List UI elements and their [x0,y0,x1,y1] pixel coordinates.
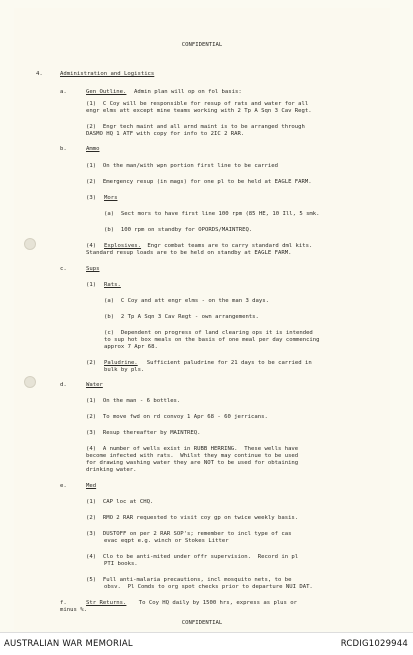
para-text: engr elms att except mine teams working with 2 Tp A Sqn 3 Cav Regt. [86,108,312,114]
para-text: Standard resup loads are to be held on standby at EAGLE FARM. [86,250,292,256]
para-text: (4) Clo to be anti-mited under offr supervision. Record in pl [86,554,299,560]
para-text: Engr combat teams are to carry standard dml kits. [144,243,313,249]
punch-hole-top [24,238,36,250]
para-letter: c. [60,266,67,272]
para-title: Med [86,483,97,489]
para-title: Paludrine. [104,360,138,366]
para-text: To Coy HQ daily by 1500 hrs, express as plus or [132,600,298,606]
para-text: (1) [86,282,97,288]
archive-id: RCDIG1029944 [340,639,408,649]
para-text: become infected with rats. Whilst they may continue to be used [86,453,299,459]
para-title: Water [86,382,103,388]
para-title: Explosives. [104,243,142,249]
para-text: for drawing washing water they are NOT to be used for obtaining [86,460,299,466]
para-text: bulk by pls. [104,367,145,373]
archive-name: AUSTRALIAN WAR MEMORIAL [4,639,133,649]
para-text: (1) C Coy will be responsible for resup of rats and water for all [86,101,309,107]
para-title: Gen Outline. [86,89,127,95]
para-title: Mors [104,195,118,201]
para-letter: a. [60,89,67,95]
para-text: (4) A number of wells exist in RUBB HERRING. These wells have [86,446,299,452]
para-text: DASMO HQ 1 ATF with copy for info to 2IC 2 RAR. [86,131,245,137]
para-text: PTI books. [104,561,138,567]
para-text: evac eqpt e.g. winch or Stokes Litter [104,538,229,544]
para-text: (2) RMO 2 RAR requested to visit coy gp on twice weekly basis. [86,515,299,521]
para-text: (a) C Coy and att engr elms - on the man 3 days. [104,298,270,304]
para-title: Str Returns. [86,600,127,606]
para-text: (3) [86,195,97,201]
section-number: 4. [36,71,43,77]
para-title: Ammo [86,146,100,152]
para-text: (b) 2 Tp A Sqn 3 Cav Regt - own arrangements. [104,314,259,320]
para-text: (2) To move fwd on rd convoy 1 Apr 68 - 60 jerricans. [86,414,268,420]
para-letter: f. [60,600,67,606]
document-page [14,8,390,630]
para-text: (1) On the man/with wpn portion first line to be carried [86,163,278,169]
para-text: (2) Engr tech maint and all arnd maint is to be arranged through [86,124,305,130]
punch-hole-bottom [24,376,36,388]
para-text: (2) Emergency resup (in mags) for one pl to be held at EAGLE FARM. [86,179,312,185]
para-title: Rats. [104,282,121,288]
para-text: (3) DUSTOFF on per 2 RAR SOP's; remember to incl type of cas [86,531,292,537]
para-text: (2) [86,360,97,366]
para-letter: d. [60,382,67,388]
para-text: approx 7 Apr 68. [104,344,158,350]
para-text: (3) Resup thereafter by MAINTREQ. [86,430,201,436]
para-text: minus %. [60,607,87,613]
para-text: Admin plan will op on fol basis: [134,89,242,95]
para-text: (4) [86,243,97,249]
para-letter: e. [60,483,67,489]
para-title: Sups [86,266,100,272]
para-text: to sup hot box meals on the basis of one meal per day commencing [104,337,320,343]
para-text: obsv. Pl Comds to org spot checks prior to departure NUI DAT. [104,584,313,590]
section-title: Administration and Logistics [60,71,155,77]
footer-classification: CONFIDENTIAL [181,620,223,626]
para-text: (c) Dependent on progress of land clearing ops it is intended [104,330,313,336]
archive-footer [0,632,413,655]
para-text: (5) Full anti-malaria precautions, incl mosquito nets, to be [86,577,292,583]
header-classification: CONFIDENTIAL [181,42,223,48]
para-text: (1) On the man - 6 bottles. [86,398,181,404]
para-text: drinking water. [86,467,137,473]
para-letter: b. [60,146,67,152]
para-text: (a) Sect mors to have first line 100 rpm (85 HE, 10 Ill, 5 smk. [104,211,320,217]
para-text: (1) CAP loc at CHQ. [86,499,154,505]
para-text: Sufficient paludrine for 21 days to be carried in [140,360,312,366]
para-text: (b) 100 rpm on standby for OPORDS/MAINTREQ. [104,227,253,233]
